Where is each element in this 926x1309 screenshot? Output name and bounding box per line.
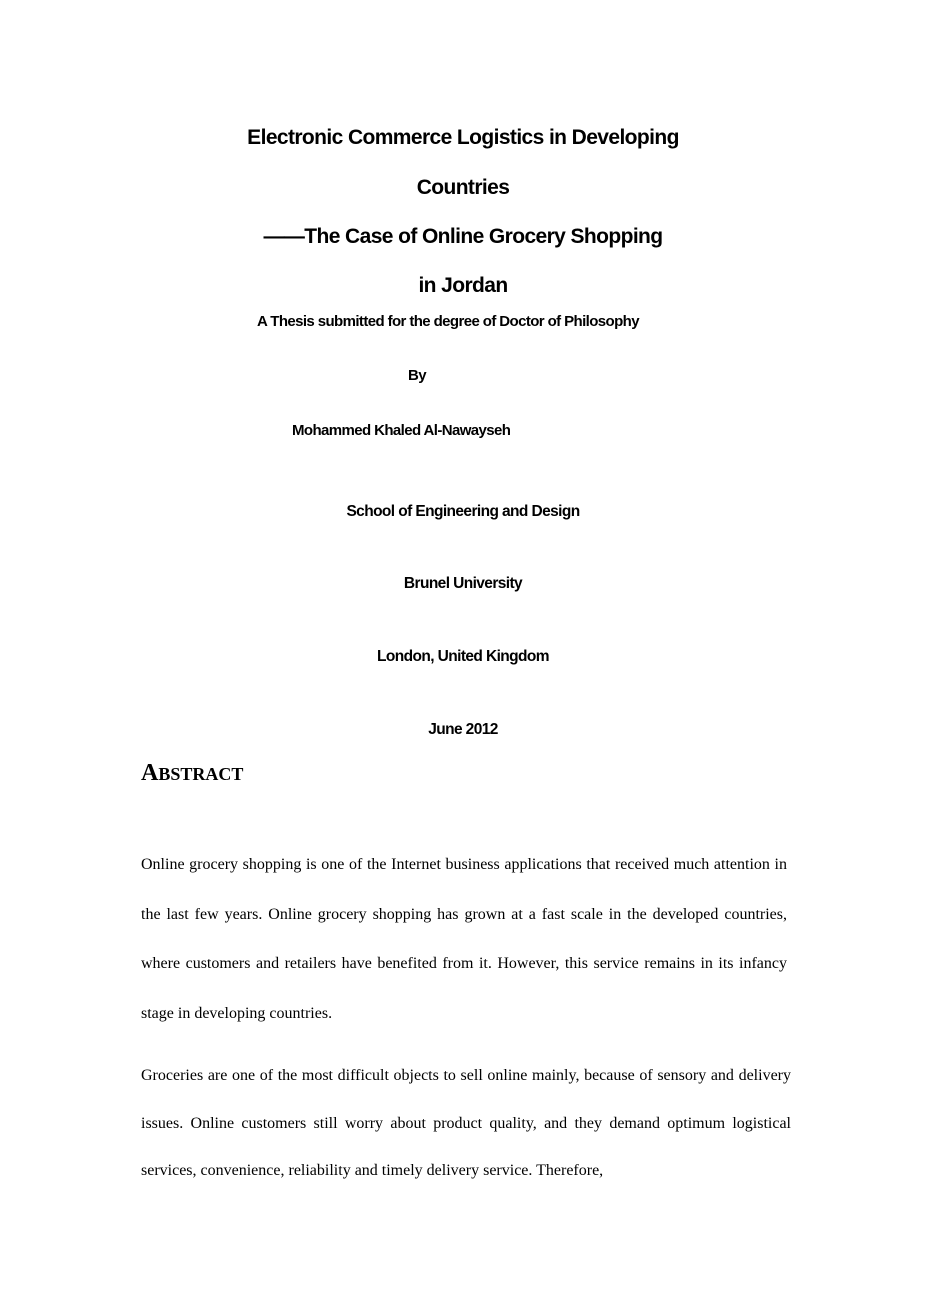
abstract-heading <box>141 760 243 787</box>
location: London, United Kingdom <box>377 648 549 665</box>
by-label: By <box>408 367 426 384</box>
submission-date: June 2012 <box>428 721 498 738</box>
school-name: School of Engineering and Design <box>346 503 580 520</box>
abstract-heading-rest: BSTRACT <box>158 764 244 784</box>
abstract-paragraph-2: Groceries are one of the most difficult objects to sell online mainly, because of sensory and delivery issues. Online customers still worry about product quality, and they demand optimum logistical services, convenience, reliability and timely delivery service. Therefore, <box>141 1067 791 1179</box>
abstract-heading-initial: A <box>141 760 159 786</box>
thesis-subtitle: A Thesis submitted for the degree of Doctor of Philosophy <box>257 313 639 330</box>
university-name: Brunel University <box>403 575 523 592</box>
thesis-title-line-4: in Jordan <box>418 274 508 297</box>
thesis-title-line-2: Countries <box>416 176 510 199</box>
thesis-title-line-1: Electronic Commerce Logistics in Developing <box>247 126 679 149</box>
author-name: Mohammed Khaled Al-Nawayseh <box>292 422 511 439</box>
abstract-paragraph-1: Online grocery shopping is one of the Internet business applications that received much attention in the last few years. Online grocery shopping has grown at a fast scale in the developed countries, where customers and retailers have benefited from it. However, this service remains in its infancy stage in developing countries. <box>141 856 787 1022</box>
thesis-title-line-3: ——The Case of Online Grocery Shopping <box>263 225 663 248</box>
